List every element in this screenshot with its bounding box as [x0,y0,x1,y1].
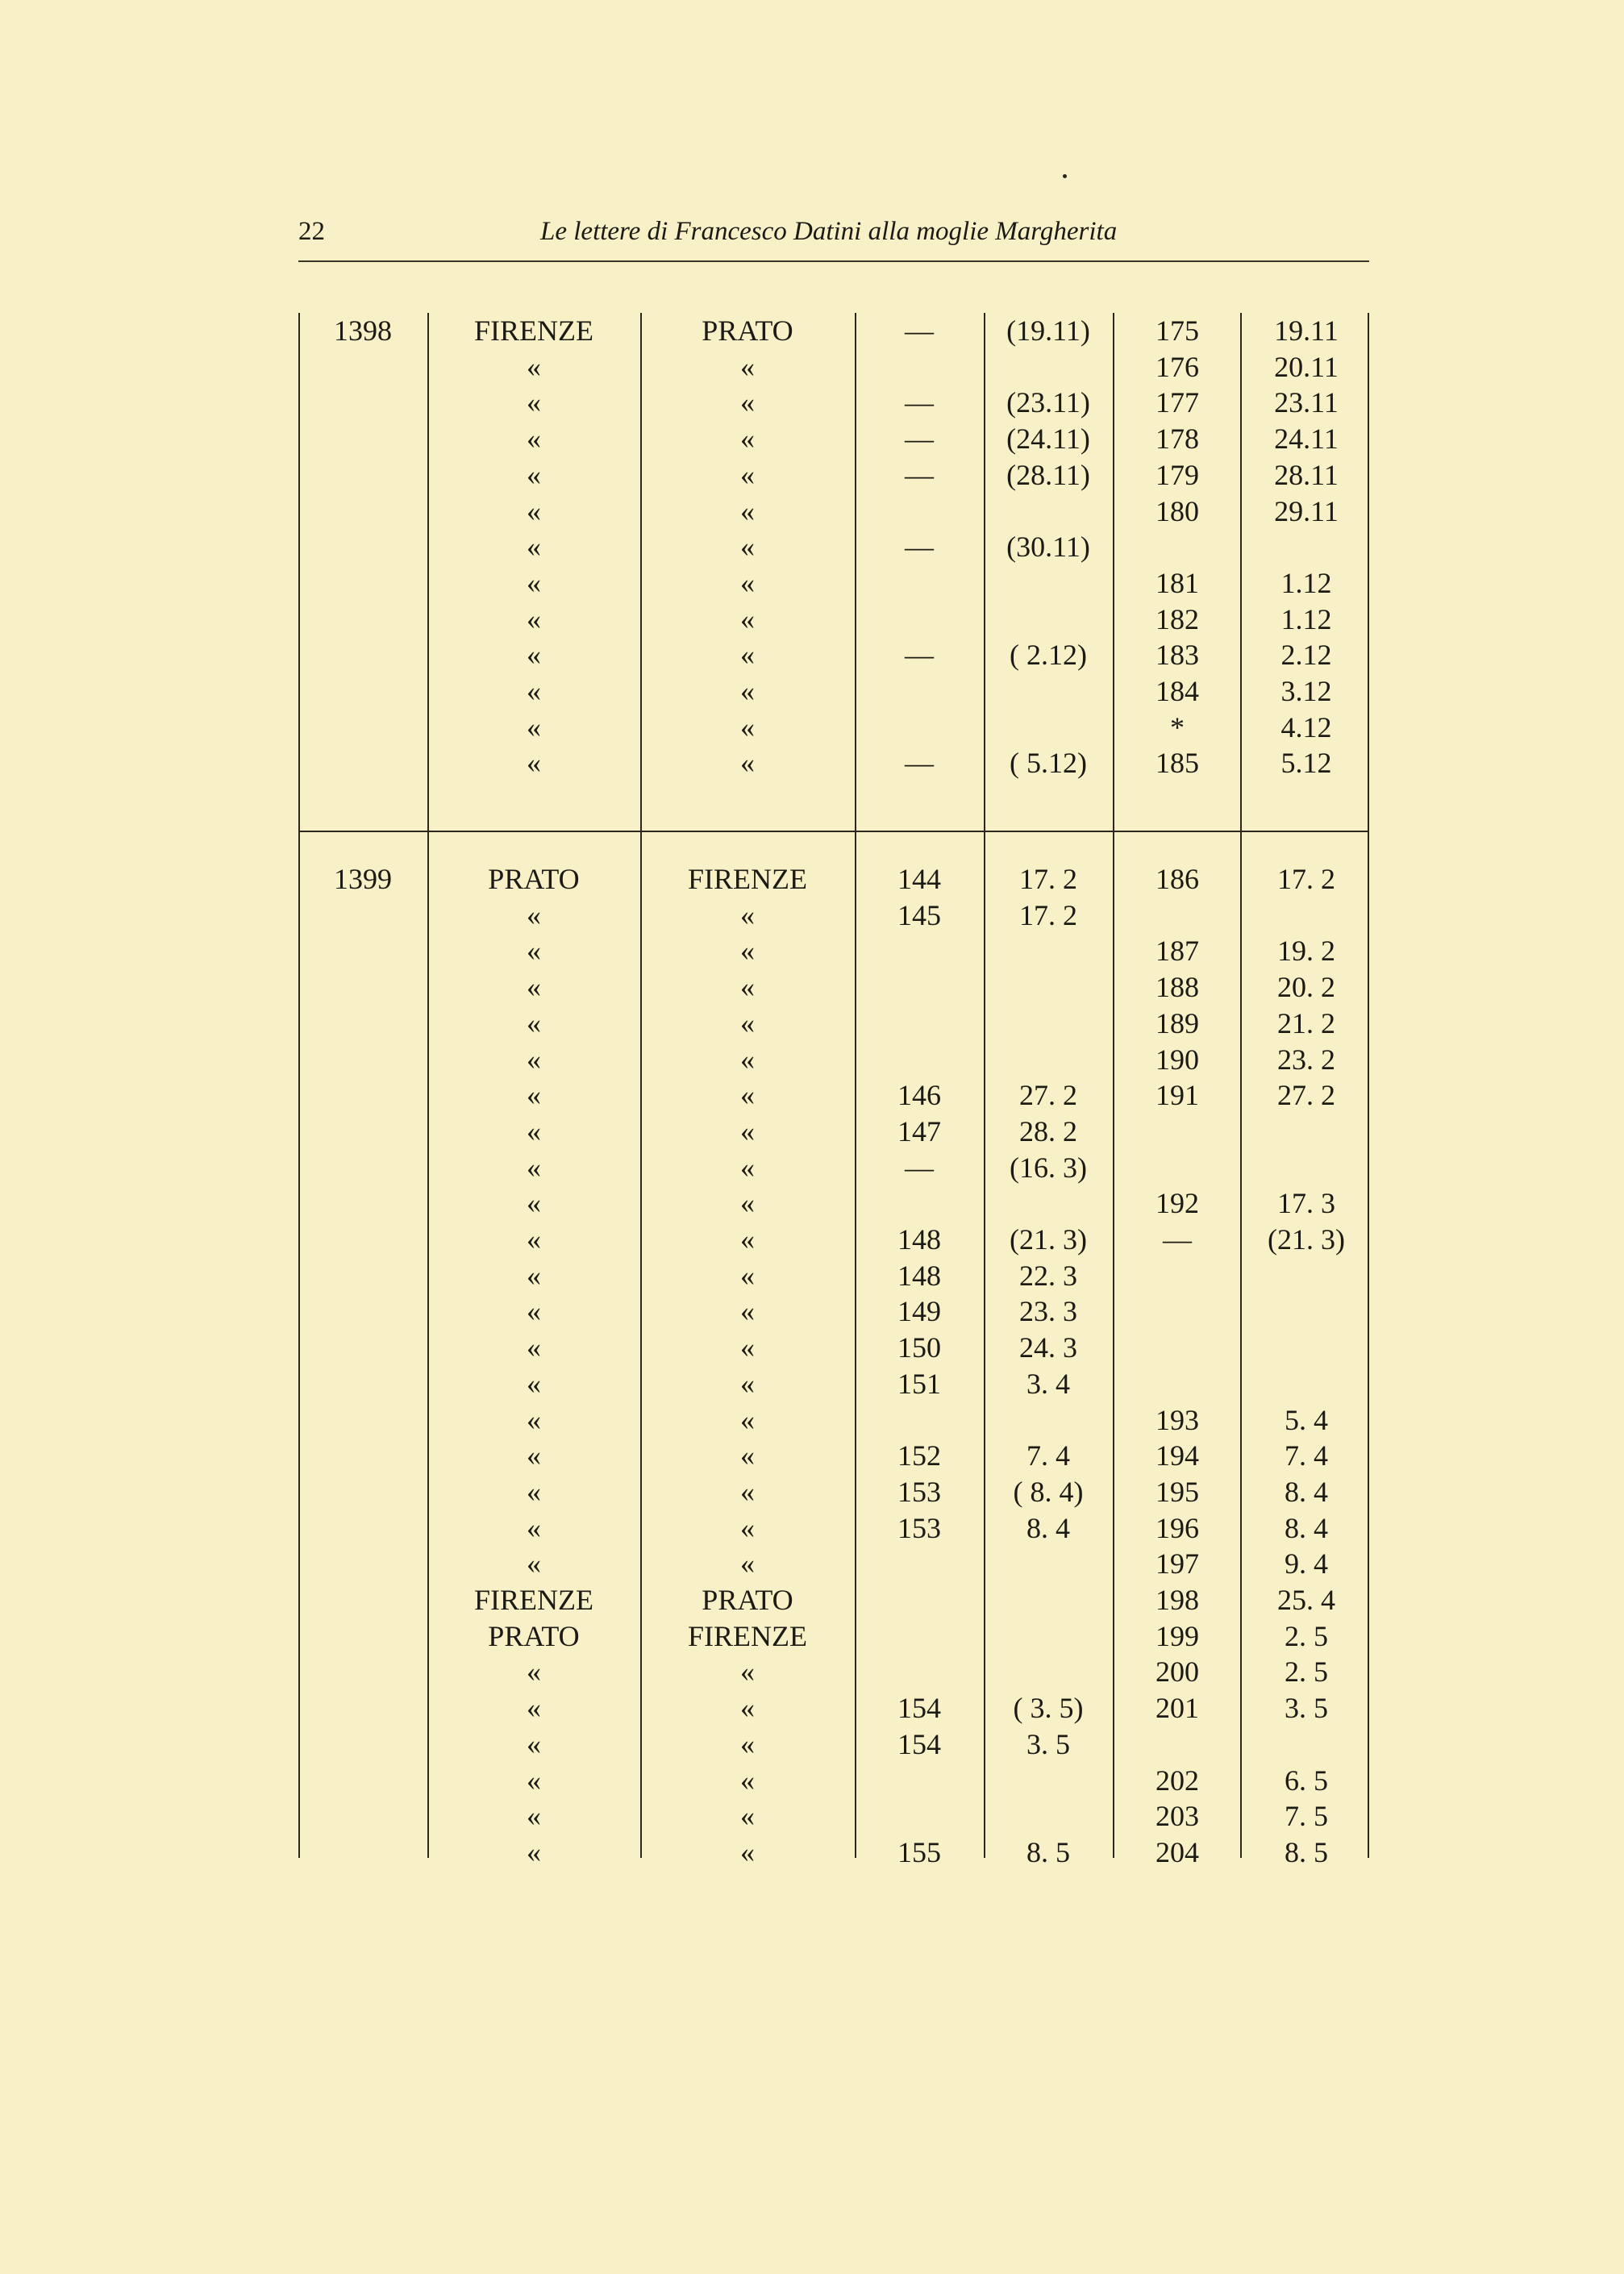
reply-number-cell: 191 [1156,1079,1199,1112]
recipient-place-cell: FIRENZE [688,863,807,895]
page-number: 22 [298,217,325,246]
reply-date-cell: 5.12 [1280,747,1332,780]
table-row [298,1835,1369,1870]
sender-place-cell: « [527,1079,541,1112]
sender-place-cell: « [527,935,541,968]
reply-number-cell: 188 [1156,971,1199,1004]
letter-number-cell: — [905,531,934,564]
table-row [298,933,1369,968]
reply-number-cell: 203 [1156,1800,1199,1833]
reply-number-cell: 186 [1156,863,1199,895]
letter-date-cell: ( 3. 5) [1013,1692,1084,1725]
letter-number-cell: 148 [897,1223,941,1256]
sender-place-cell: « [527,1223,541,1256]
letter-number-cell: — [905,423,934,456]
reply-number-cell: 175 [1156,314,1199,347]
table-row [298,1690,1369,1726]
recipient-place-cell: « [740,710,755,743]
reply-date-cell: 20.11 [1274,350,1339,383]
reply-date-cell: 8. 4 [1285,1475,1328,1508]
table-row [298,602,1369,637]
recipient-place-cell: « [740,1043,755,1076]
reply-number-cell: * [1170,710,1185,743]
table-row [298,1402,1369,1438]
sender-place-cell: « [527,1656,541,1689]
table-row [298,1330,1369,1365]
sender-place-cell: « [527,1511,541,1544]
letter-date-cell: (24.11) [1006,423,1090,456]
table-row [298,1114,1369,1149]
recipient-place-cell: « [740,1475,755,1508]
recipient-place-cell: « [740,1764,755,1797]
sender-place-cell: « [527,1043,541,1076]
recipient-place-cell: « [740,1727,755,1760]
year-cell: 1398 [334,314,392,347]
letter-date-cell: (21. 3) [1010,1223,1087,1256]
table-row [298,1293,1369,1329]
sender-place-cell: « [527,1547,541,1581]
letter-date-cell: 24. 3 [1019,1331,1077,1364]
recipient-place-cell: « [740,423,755,456]
table-row [298,1006,1369,1041]
table-row [298,1366,1369,1401]
table-row [298,1546,1369,1581]
recipient-place-cell: « [740,458,755,491]
reply-date-cell: 3. 5 [1285,1692,1328,1725]
table-row [298,1510,1369,1546]
letter-date-cell: (23.11) [1006,386,1090,419]
sender-place-cell: « [527,1800,541,1833]
recipient-place-cell: PRATO [702,314,793,347]
sender-place-cell: « [527,1727,541,1760]
sender-place-cell: « [527,531,541,564]
recipient-place-cell: « [740,639,755,672]
sender-place-cell: « [527,458,541,491]
reply-date-cell: 7. 5 [1285,1800,1328,1833]
table-row [298,1438,1369,1473]
reply-date-cell: 8. 5 [1285,1835,1328,1868]
reply-number-cell: 189 [1156,1006,1199,1039]
sender-place-cell: « [527,1187,541,1220]
recipient-place-cell: « [740,1295,755,1328]
letter-number-cell: 148 [897,1259,941,1292]
letter-number-cell: — [905,314,934,347]
table-row [298,565,1369,601]
sender-place-cell: « [527,350,541,383]
table-row [298,385,1369,420]
reply-date-cell: 2. 5 [1285,1656,1328,1689]
letter-number-cell: 153 [897,1511,941,1544]
sender-place-cell: « [527,675,541,707]
recipient-place-cell: « [740,747,755,780]
letter-number-cell: 146 [897,1079,941,1112]
reply-number-cell: 196 [1156,1511,1199,1544]
recipient-place-cell: « [740,1223,755,1256]
recipient-place-cell: « [740,1187,755,1220]
table-row [298,637,1369,673]
table-row [298,1726,1369,1762]
sender-place-cell: « [527,898,541,931]
reply-number-cell: 184 [1156,675,1199,707]
table-row [298,457,1369,493]
table-row [298,529,1369,564]
sender-place-cell: « [527,639,541,672]
reply-number-cell: 182 [1156,602,1199,635]
letter-date-cell: (30.11) [1006,531,1090,564]
sender-place-cell: « [527,1439,541,1472]
reply-number-cell: 195 [1156,1475,1199,1508]
sender-place-cell: « [527,566,541,599]
sender-place-cell: « [527,1331,541,1364]
reply-date-cell: 24.11 [1274,423,1339,456]
table-row [298,1763,1369,1798]
sender-place-cell: « [527,602,541,635]
letters-table [298,313,1371,1868]
letter-date-cell: 8. 5 [1026,1835,1070,1868]
letter-number-cell: 154 [897,1692,941,1725]
reply-date-cell: 8. 4 [1285,1511,1328,1544]
letter-date-cell: 8. 4 [1026,1511,1070,1544]
recipient-place-cell: « [740,1403,755,1436]
letter-date-cell: (16. 3) [1010,1151,1087,1184]
letter-date-cell: ( 5.12) [1010,747,1087,780]
reply-number-cell: 199 [1156,1619,1199,1652]
reply-date-cell: 4.12 [1280,710,1332,743]
letter-date-cell: ( 2.12) [1010,639,1087,672]
letter-number-cell: 155 [897,1835,941,1868]
sender-place-cell: « [527,386,541,419]
table-row [298,1042,1369,1077]
sender-place-cell: « [527,747,541,780]
recipient-place-cell: « [740,1151,755,1184]
recipient-place-cell: FIRENZE [688,1619,807,1652]
page-header [298,214,1369,262]
letter-number-cell: 152 [897,1439,941,1472]
reply-number-cell: 202 [1156,1764,1199,1797]
table-row [298,1222,1369,1257]
year-cell: 1399 [334,863,392,895]
letter-date-cell: 17. 2 [1019,898,1077,931]
reply-number-cell: 177 [1156,386,1199,419]
table-row [298,1798,1369,1834]
reply-date-cell: 7. 4 [1285,1439,1328,1472]
table-row [298,1582,1369,1618]
table-row [298,1077,1369,1113]
table-row [298,494,1369,529]
letter-date-cell: (19.11) [1006,314,1090,347]
recipient-place-cell: « [740,1331,755,1364]
print-speck [1063,174,1067,178]
sender-place-cell: « [527,494,541,527]
letter-number-cell: 144 [897,863,941,895]
letter-number-cell: — [905,639,934,672]
recipient-place-cell: « [740,1259,755,1292]
sender-place-cell: « [527,423,541,456]
reply-date-cell: 1.12 [1280,602,1332,635]
recipient-place-cell: « [740,1547,755,1581]
reply-number-cell: 192 [1156,1187,1199,1220]
reply-date-cell: 6. 5 [1285,1764,1328,1797]
letter-number-cell: 145 [897,898,941,931]
recipient-place-cell: « [740,935,755,968]
reply-date-cell: 20. 2 [1277,971,1335,1004]
reply-date-cell: 28.11 [1274,458,1339,491]
sender-place-cell: « [527,971,541,1004]
sender-place-cell: « [527,1367,541,1400]
reply-date-cell: 1.12 [1280,566,1332,599]
reply-date-cell: 3.12 [1280,675,1332,707]
reply-date-cell: 9. 4 [1285,1547,1328,1581]
sender-place-cell: « [527,1692,541,1725]
letter-number-cell: — [905,386,934,419]
sender-place-cell: « [527,710,541,743]
letter-date-cell: 3. 4 [1026,1367,1070,1400]
recipient-place-cell: « [740,386,755,419]
recipient-place-cell: PRATO [702,1584,793,1616]
table-row [298,349,1369,385]
letter-date-cell: ( 8. 4) [1013,1475,1084,1508]
sender-place-cell: « [527,1259,541,1292]
letter-date-cell: 23. 3 [1019,1295,1077,1328]
table-row [298,1474,1369,1510]
sender-place-cell: PRATO [488,863,580,895]
reply-date-cell: 19.11 [1274,314,1339,347]
reply-number-cell: 176 [1156,350,1199,383]
letter-number-cell: — [905,458,934,491]
sender-place-cell: « [527,1295,541,1328]
recipient-place-cell: « [740,494,755,527]
sender-place-cell: FIRENZE [474,314,593,347]
reply-date-cell: 2.12 [1280,639,1332,672]
letter-date-cell: 17. 2 [1019,863,1077,895]
reply-number-cell: 198 [1156,1584,1199,1616]
sender-place-cell: « [527,1006,541,1039]
table-row [298,861,1369,897]
reply-date-cell: (21. 3) [1268,1223,1345,1256]
table-row [298,1618,1369,1654]
reply-date-cell: 23. 2 [1277,1043,1335,1076]
reply-number-cell: 197 [1156,1547,1199,1581]
reply-number-cell: 190 [1156,1043,1199,1076]
sender-place-cell: PRATO [488,1619,580,1652]
letter-number-cell: 154 [897,1727,941,1760]
letter-number-cell: 153 [897,1475,941,1508]
table-row [298,969,1369,1005]
reply-number-cell: 181 [1156,566,1199,599]
reply-date-cell: 21. 2 [1277,1006,1335,1039]
reply-number-cell: 178 [1156,423,1199,456]
reply-number-cell: 185 [1156,747,1199,780]
recipient-place-cell: « [740,1367,755,1400]
reply-date-cell: 5. 4 [1285,1403,1328,1436]
recipient-place-cell: « [740,1835,755,1868]
sender-place-cell: « [527,1151,541,1184]
reply-number-cell: — [1163,1223,1192,1256]
letter-date-cell: 3. 5 [1026,1727,1070,1760]
letter-date-cell: (28.11) [1006,458,1090,491]
table-row [298,1654,1369,1689]
sender-place-cell: « [527,1764,541,1797]
reply-number-cell: 204 [1156,1835,1199,1868]
reply-date-cell: 17. 2 [1277,863,1335,895]
letter-date-cell: 22. 3 [1019,1259,1077,1292]
reply-date-cell: 29.11 [1274,494,1339,527]
table-row [298,710,1369,745]
reply-date-cell: 27. 2 [1277,1079,1335,1112]
recipient-place-cell: « [740,1511,755,1544]
table-row [298,313,1369,348]
letter-date-cell: 7. 4 [1026,1439,1070,1472]
table-row [298,1258,1369,1293]
sender-place-cell: « [527,1835,541,1868]
table-row [298,1185,1369,1221]
recipient-place-cell: « [740,898,755,931]
letter-number-cell: 147 [897,1114,941,1147]
table-row [298,898,1369,933]
reply-number-cell: 194 [1156,1439,1199,1472]
reply-number-cell: 179 [1156,458,1199,491]
reply-number-cell: 201 [1156,1692,1199,1725]
recipient-place-cell: « [740,1439,755,1472]
recipient-place-cell: « [740,971,755,1004]
table-row [298,1150,1369,1185]
table-row [298,421,1369,456]
reply-date-cell: 23.11 [1274,386,1339,419]
recipient-place-cell: « [740,531,755,564]
letter-date-cell: 27. 2 [1019,1079,1077,1112]
sender-place-cell: FIRENZE [474,1584,593,1616]
recipient-place-cell: « [740,1656,755,1689]
reply-number-cell: 200 [1156,1656,1199,1689]
recipient-place-cell: « [740,1800,755,1833]
recipient-place-cell: « [740,1692,755,1725]
letter-number-cell: 149 [897,1295,941,1328]
recipient-place-cell: « [740,1006,755,1039]
recipient-place-cell: « [740,602,755,635]
letter-number-cell: — [905,747,934,780]
recipient-place-cell: « [740,350,755,383]
sender-place-cell: « [527,1403,541,1436]
table-row [298,673,1369,709]
table-row [298,745,1369,781]
recipient-place-cell: « [740,1079,755,1112]
sender-place-cell: « [527,1475,541,1508]
recipient-place-cell: « [740,1114,755,1147]
reply-number-cell: 187 [1156,935,1199,968]
recipient-place-cell: « [740,675,755,707]
letter-number-cell: 150 [897,1331,941,1364]
letter-date-cell: 28. 2 [1019,1114,1077,1147]
running-title: Le lettere di Francesco Datini alla moglie Margherita [540,217,1118,246]
reply-number-cell: 180 [1156,494,1199,527]
reply-date-cell: 19. 2 [1277,935,1335,968]
reply-date-cell: 25. 4 [1277,1584,1335,1616]
sender-place-cell: « [527,1114,541,1147]
reply-date-cell: 17. 3 [1277,1187,1335,1220]
recipient-place-cell: « [740,566,755,599]
reply-number-cell: 183 [1156,639,1199,672]
reply-number-cell: 193 [1156,1403,1199,1436]
reply-date-cell: 2. 5 [1285,1619,1328,1652]
letter-number-cell: 151 [897,1367,941,1400]
letter-number-cell: — [905,1151,934,1184]
section-divider [298,831,1369,832]
